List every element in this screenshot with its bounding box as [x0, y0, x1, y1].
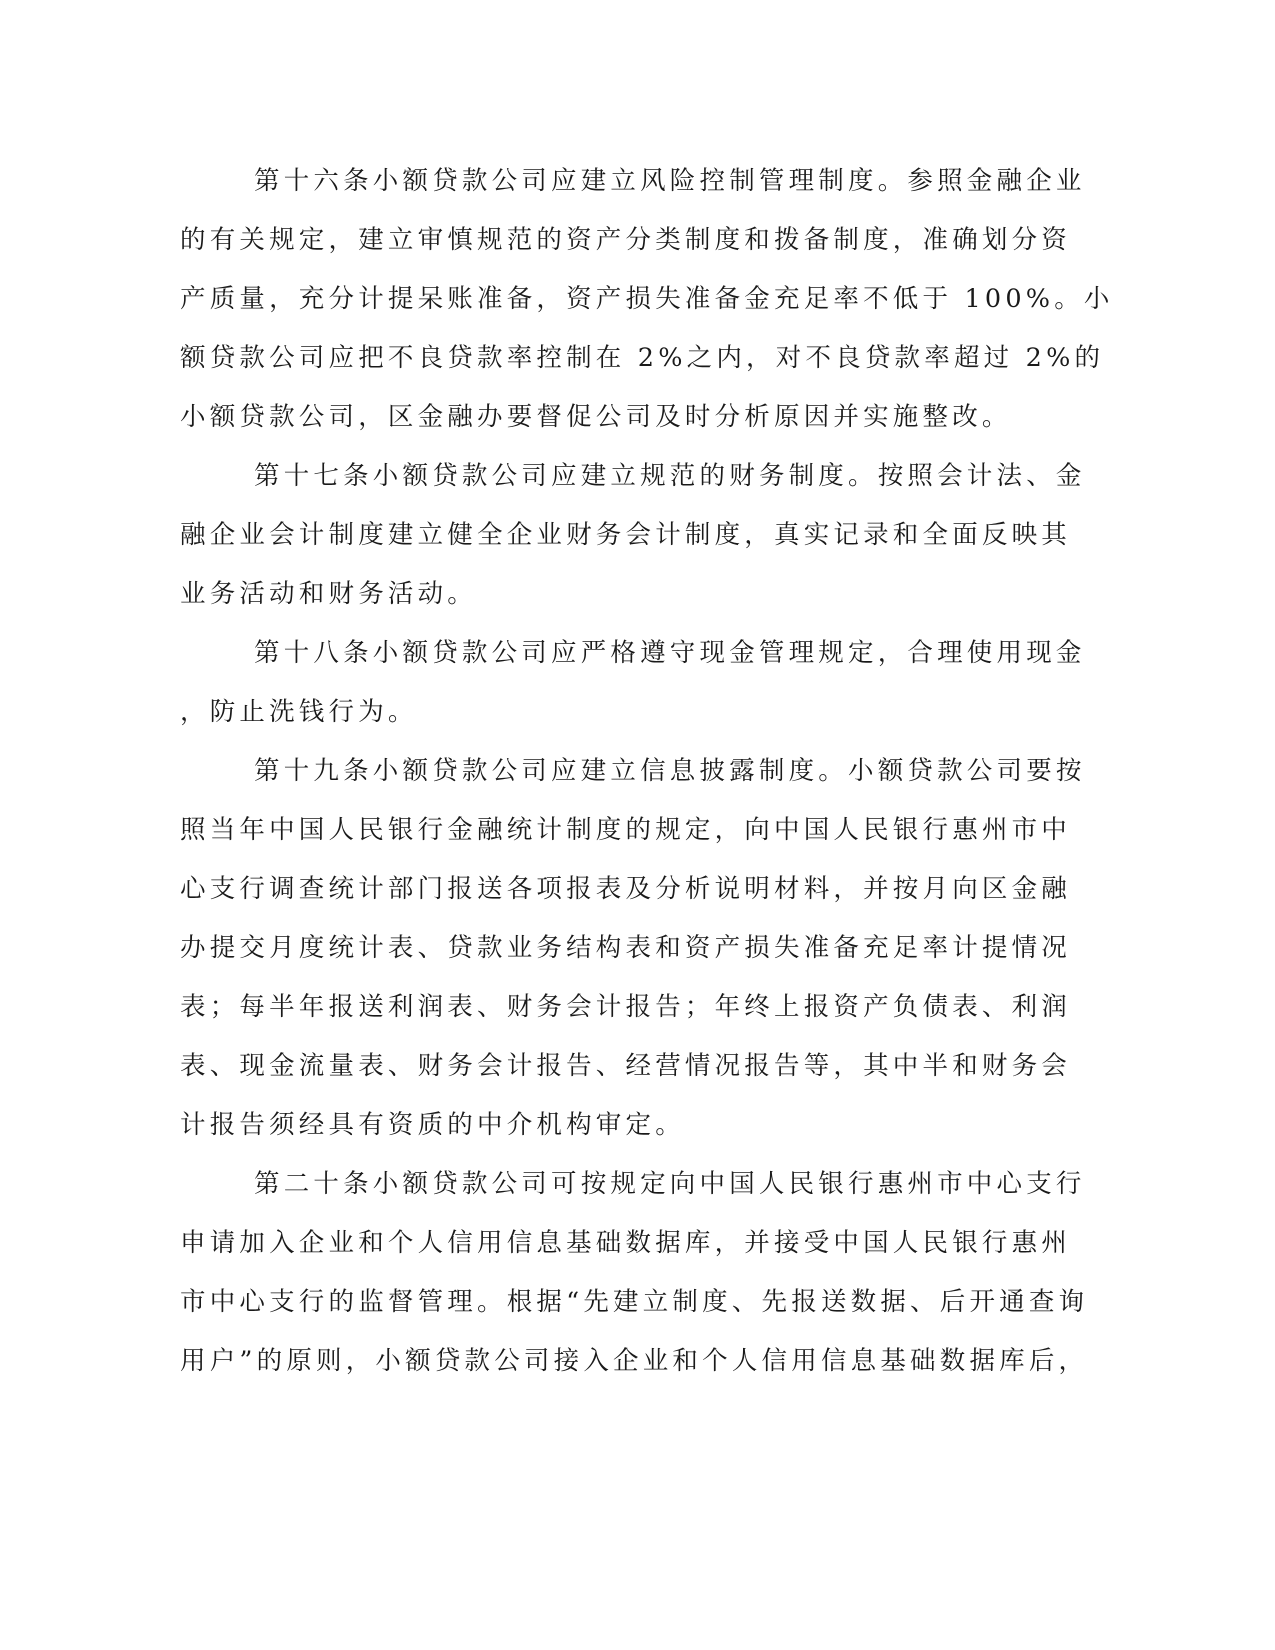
- text-line: 心支行调查统计部门报送各项报表及分析说明材料，并按月向区金融: [180, 874, 1072, 904]
- text-line: 照当年中国人民银行金融统计制度的规定，向中国人民银行惠州市中: [180, 815, 1072, 845]
- text-line: 第十七条小额贷款公司应建立规范的财务制度。按照会计法、金: [254, 461, 1086, 491]
- paragraph-article-20: [180, 1155, 1089, 1391]
- text-line: 办提交月度统计表、贷款业务结构表和资产损失准备充足率计提情况: [180, 933, 1072, 963]
- text-line: 第十六条小额贷款公司应建立风险控制管理制度。参照金融企业: [254, 166, 1086, 196]
- paragraph-article-18: [180, 624, 1086, 742]
- paragraph-article-17: [180, 447, 1086, 624]
- text-line: 第二十条小额贷款公司可按规定向中国人民银行惠州市中心支行: [254, 1169, 1086, 1199]
- paragraph-article-19: [180, 742, 1086, 1155]
- paragraph-article-16: [180, 152, 1114, 447]
- document-body: [180, 152, 1114, 1391]
- text-line: 计报告须经具有资质的中介机构审定。: [180, 1110, 685, 1140]
- text-line: 的有关规定，建立审慎规范的资产分类制度和拨备制度，准确划分资: [180, 225, 1072, 255]
- text-line: ，防止洗钱行为。: [180, 697, 418, 727]
- text-line: 小额贷款公司，区金融办要督促公司及时分析原因并实施整改。: [180, 402, 1012, 432]
- text-line: 用户”的原则，小额贷款公司接入企业和个人信用信息基础数据库后，: [180, 1346, 1089, 1376]
- text-line: 表；每半年报送利润表、财务会计报告；年终上报资产负债表、利润: [180, 992, 1072, 1022]
- text-line: 申请加入企业和个人信用信息基础数据库，并接受中国人民银行惠州: [180, 1228, 1072, 1258]
- text-line: 市中心支行的监督管理。根据“先建立制度、先报送数据、后开通查询: [180, 1287, 1089, 1317]
- text-line: 产质量，充分计提呆账准备，资产损失准备金充足率不低于 100%。小: [180, 284, 1114, 314]
- text-line: 业务活动和财务活动。: [180, 579, 478, 609]
- text-line: 第十九条小额贷款公司应建立信息披露制度。小额贷款公司要按: [254, 756, 1086, 786]
- text-line: 额贷款公司应把不良贷款率控制在 2%之内，对不良贷款率超过 2%的: [180, 343, 1105, 373]
- text-line: 融企业会计制度建立健全企业财务会计制度，真实记录和全面反映其: [180, 520, 1072, 550]
- text-line: 第十八条小额贷款公司应严格遵守现金管理规定，合理使用现金: [254, 638, 1086, 668]
- text-line: 表、现金流量表、财务会计报告、经营情况报告等，其中半和财务会: [180, 1051, 1072, 1081]
